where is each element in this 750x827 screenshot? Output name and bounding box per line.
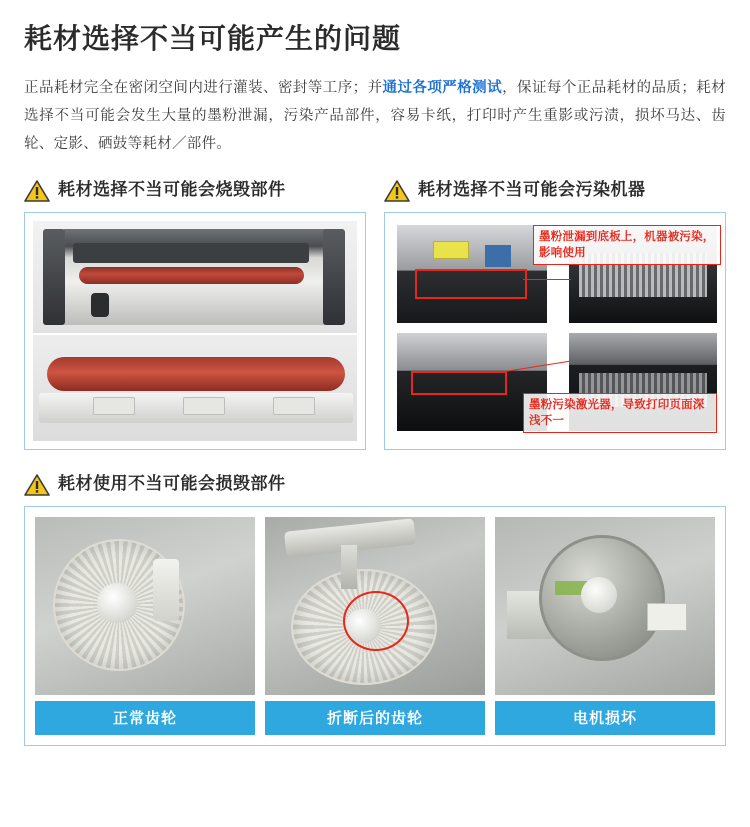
warning-triangle-icon bbox=[24, 473, 50, 497]
upper-sections bbox=[24, 172, 726, 450]
card-broken-gear bbox=[265, 517, 485, 735]
section-title-burn: 耗材选择不当可能会烧毁部件 bbox=[58, 179, 286, 199]
warning-triangle-icon bbox=[384, 179, 410, 203]
section-title-damage: 耗材使用不当可能会损毁部件 bbox=[58, 473, 286, 493]
caption-normal-gear: 正常齿轮 bbox=[35, 701, 255, 735]
photo-broken-gear bbox=[265, 517, 485, 695]
photo-normal-gear bbox=[35, 517, 255, 695]
section-title-contaminate: 耗材选择不当可能会污染机器 bbox=[418, 179, 646, 199]
photo-damaged-motor bbox=[495, 517, 715, 695]
callout-laser-contamination: 墨粉污染激光器，导致打印页面深浅不一 bbox=[523, 393, 717, 433]
section-heading-damage bbox=[24, 472, 726, 496]
section-heading-contaminate bbox=[384, 178, 726, 202]
section-heading-burn bbox=[24, 178, 366, 202]
intro-paragraph bbox=[24, 74, 726, 158]
photo-printer-base bbox=[397, 225, 547, 323]
warning-triangle-icon bbox=[24, 179, 50, 203]
photo-panel-fuser bbox=[24, 212, 366, 450]
photo-fuser-roller bbox=[33, 335, 357, 441]
damage-highlight-circle bbox=[343, 591, 409, 651]
intro-highlight: 通过各项严格测试 bbox=[382, 79, 503, 96]
intro-text-part2: ，保证每个正品耗材的品质；耗材选择不当可能会发生大量的墨粉泄漏，污染产品部件，容易卡纸，打印时产生重影或污渍，损坏马达、齿轮、定影、硒鼓等耗材／部件。 bbox=[24, 79, 727, 152]
section-burn-parts bbox=[24, 172, 366, 450]
photo-panel-contamination bbox=[384, 212, 726, 450]
caption-damaged-motor: 电机损坏 bbox=[495, 701, 715, 735]
page-title: 耗材选择不当可能产生的问题 bbox=[24, 23, 402, 54]
intro-text-part1: 正品耗材完全在密闭空间内进行灌装、密封等工序；并 bbox=[24, 79, 383, 96]
caption-broken-gear: 折断后的齿轮 bbox=[265, 701, 485, 735]
card-damaged-motor bbox=[495, 517, 715, 735]
section-contaminate-machine bbox=[384, 172, 726, 450]
photo-panel-damaged-parts bbox=[24, 506, 726, 746]
callout-toner-leak: 墨粉泄漏到底板上，机器被污染，影响使用 bbox=[533, 225, 721, 265]
photo-fuser-assembly bbox=[33, 221, 357, 333]
card-normal-gear bbox=[35, 517, 255, 735]
